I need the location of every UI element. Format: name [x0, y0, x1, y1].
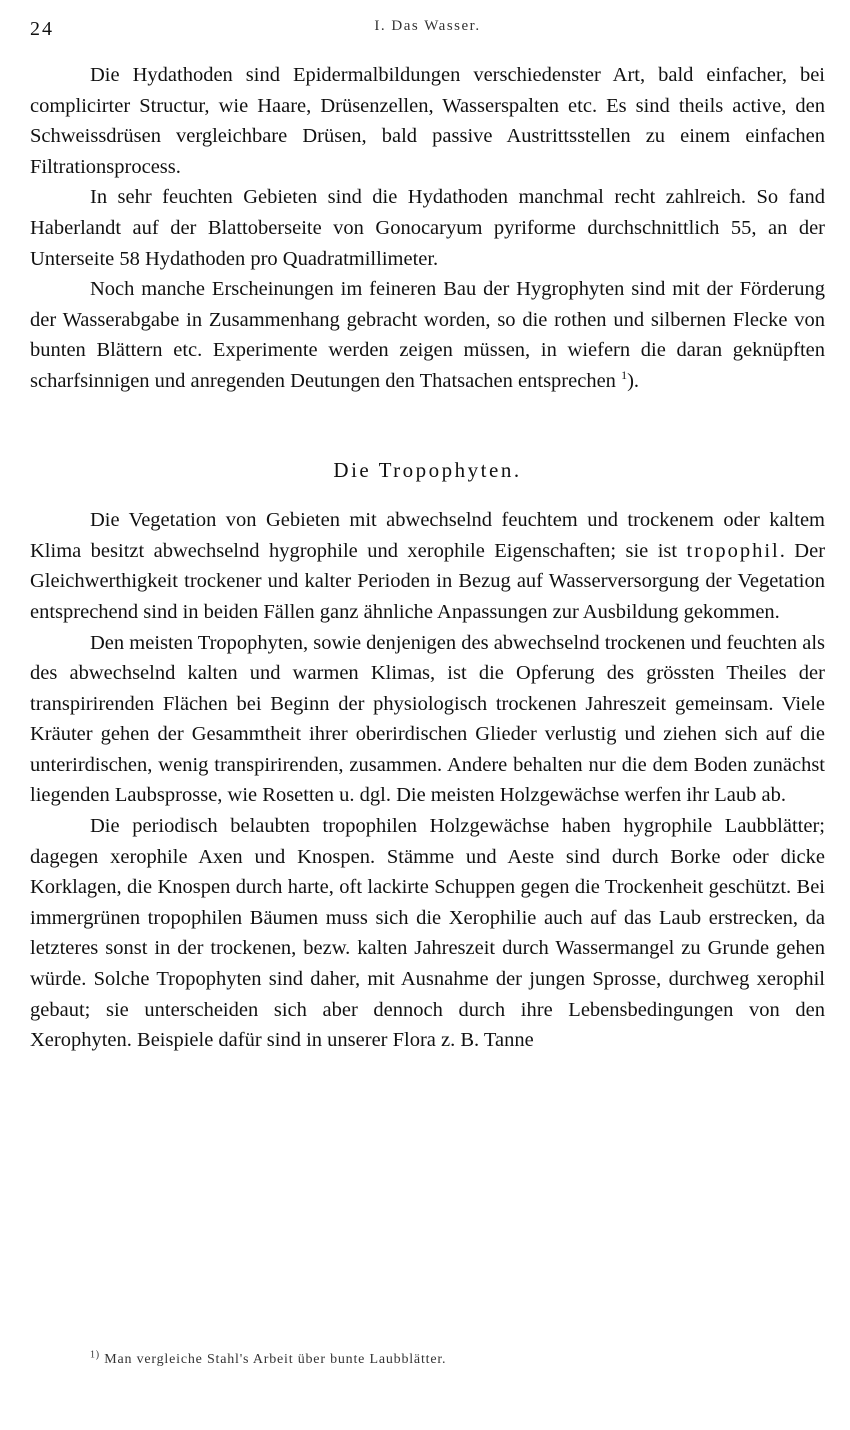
book-page	[30, 0, 825, 1430]
paragraph-hydathoden-types: Die Hydathoden sind Epidermalbildungen verschiedenster Art, bald einfacher, bei complicirter Structur, wie Haare, Drüsenzellen, Wasserspalten etc. Es sind theils active, den Schweissdrüsen vergleichbare Drüsen, bald passive Austrittsstellen zu einem einfachen Filtrationsprocess.	[30, 64, 825, 178]
footnote-reference: 1	[621, 368, 628, 383]
paragraph-text-continued: . Der Gleichwerthigkeit trockener und kalter Perioden in Bezug auf Wasserversorgung der Vegetation entsprechend sind in beiden Fällen ganz ähnliche Anpassungen zur Ausbildung gekommen.	[30, 539, 826, 623]
footnote-text: Man vergleiche Stahl's Arbeit über bunte Laubblätter.	[104, 1352, 447, 1367]
paragraph-text: Die Vegetation von Gebieten mit abwechselnd feuchtem und trockenem oder kaltem Klima besitzt abwechselnd hygrophile und xerophile Eigenschaften; sie ist	[30, 509, 825, 562]
running-title: I. Das Wasser.	[374, 18, 481, 34]
paragraph-hydathoden-count: In sehr feuchten Gebieten sind die Hydathoden manchmal recht zahlreich. So fand Haberlandt auf der Blattoberseite von Gonocaryum pyriforme durchschnittlich 55, an der Unterseite 58 Hydathoden pro Quadratmillimeter.	[30, 186, 825, 270]
paragraph-end: ).	[627, 369, 640, 392]
emphasized-term: tropophil	[686, 539, 780, 562]
paragraph-hygrophyten-structure	[30, 274, 825, 396]
footnote-mark: 1)	[90, 1349, 100, 1361]
page-header	[30, 14, 825, 44]
page-number: 24	[30, 18, 54, 40]
paragraph-text: Noch manche Erscheinungen im feineren Bau der Hygrophyten sind mit der Förderung der Wasserabgabe in Zusammenhang gebracht worden, so die rothen und silbernen Flecke von bunten Blättern etc. Experimente werden zeigen müssen, in wiefern die daran geknüpften scharfsinnigen und anregenden Deutungen den Thatsachen entsprechen	[30, 278, 825, 392]
section-title: Die Tropophyten.	[333, 457, 522, 482]
paragraph-tropophyten-intro	[30, 505, 825, 627]
paragraph-tropophyten-woody-plants: Die periodisch belaubten tropophilen Holzgewächse haben hygrophile Laubblätter; dagegen xerophile Axen und Knospen. Stämme und Aeste sind durch Borke oder dicke Korklagen, die Knospen durch harte, oft lackirte Schuppen gegen die Trockenheit geschützt. Bei immergrünen tropophilen Bäumen muss sich die Xerophilie auch auf das Laub erstrecken, da letzteres sonst in der trockenen, bezw. kalten Jahreszeit durch Wassermangel zu Grunde gehen würde. Solche Tropophyten sind daher, mit Ausnahme der jungen Sprosse, durchweg xerophil gebaut; sie unterscheiden sich aber dennoch durch ihre Lebensbedingungen von den Xerophyten. Beispiele dafür sind in unserer Flora z. B. Tanne	[30, 815, 825, 1052]
page-body	[30, 60, 825, 1056]
footnote	[90, 1349, 825, 1368]
paragraph-tropophyten-leaf-loss: Den meisten Tropophyten, sowie denjenigen des abwechselnd trockenen und feuchten als des abwechselnd kalten und warmen Klimas, ist die Opferung des grössten Theiles der transpirirenden Flächen bei Beginn der physiologisch trockenen Jahreszeit gemeinsam. Viele Kräuter gehen der Gesammtheit ihrer oberirdischen Glieder verlustig und ziehen sich auf die unterirdischen, wenig transpirirenden, zusammen. Andere behalten nur die dem Boden zunächst liegenden Laubsprosse, wie Rosetten u. dgl. Die meisten Holzgewächse werfen ihr Laub ab.	[30, 631, 825, 807]
